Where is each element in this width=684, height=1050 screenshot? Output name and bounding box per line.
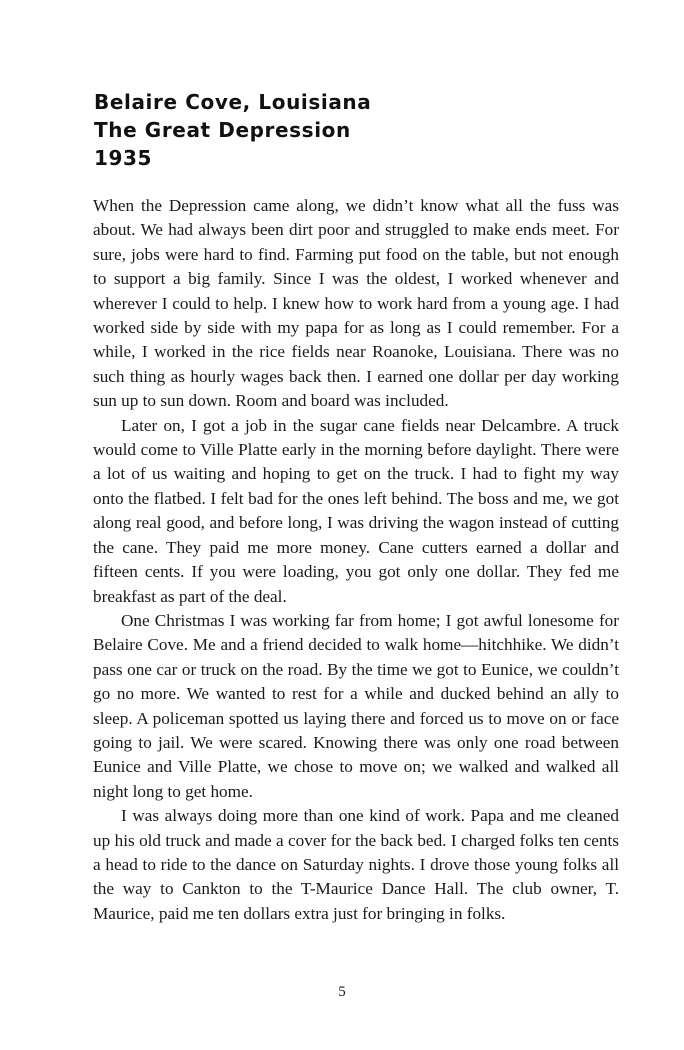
body-text [93,194,619,926]
paragraph: When the Depression came along, we didn’t know what all the fuss was about. We had always been dirt poor and struggled to make ends meet. For sure, jobs were hard to find. Farming put food on the table, but not enough to support a big family. Since I was the oldest, I worked whenever and wherever I could to help. I knew how to work hard from a young age. I had worked side by side with my papa for as long as I could remember. For a while, I worked in the rice fields near Roanoke, Louisiana. There was no such thing as hourly wages back then. I earned one dollar per day working sun up to sun down. Room and board was included. [93,196,619,411]
chapter-heading [94,88,371,172]
heading-year: 1935 [94,146,153,170]
paragraph: I was always doing more than one kind of work. Papa and me cleaned up his old truck and made a cover for the back bed. I charged folks ten cents a head to ride to the dance on Saturday nights. I drove those young folks all the way to Cankton to the T-Maurice Dance Hall. The club owner, T. Maurice, paid me ten dollars extra just for bringing in folks. [93,806,619,923]
heading-era: The Great Depression [94,118,351,142]
page-number: 5 [338,984,346,1000]
paragraph: One Christmas I was working far from home; I got awful lonesome for Belaire Cove. Me and a friend decided to walk home—hitchhike. We didn’t pass one car or truck on the road. By the time we got to Eunice, we couldn’t go no more. We wanted to rest for a while and ducked behind an ally to sleep. A policeman spotted us laying there and forced us to move on or face going to jail. We were scared. Knowing there was only one road between Eunice and Ville Platte, we chose to move on; we walked and walked all night long to get home. [93,610,619,801]
paragraph: Later on, I got a job in the sugar cane fields near Delcambre. A truck would come to Ville Platte early in the morning before daylight. There were a lot of us waiting and hoping to get on the truck. I had to fight my way onto the flatbed. I felt bad for the ones left behind. The boss and me, we got along real good, and before long, I was driving the wagon instead of cutting the cane. They paid me more money. Cane cutters earned a dollar and fifteen cents. If you were loading, you got only one dollar. They fed me breakfast as part of the deal. [93,415,619,606]
heading-location: Belaire Cove, Louisiana [94,90,372,114]
